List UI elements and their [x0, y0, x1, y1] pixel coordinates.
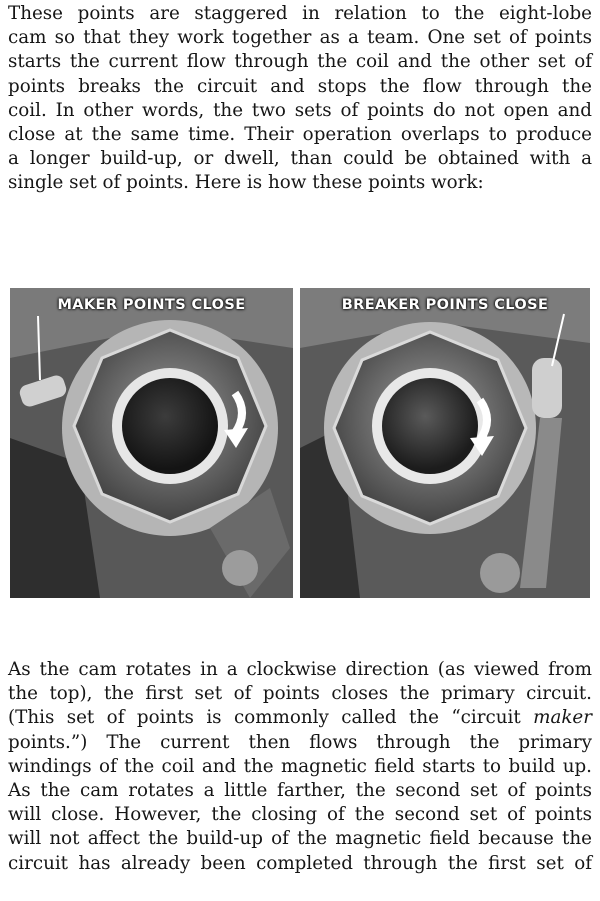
photo-caption: BREAKER POINTS CLOSE — [341, 297, 549, 313]
text-line: coil. In other words, the two sets of points do not open and — [8, 99, 592, 121]
text-line: will close. However, the closing of the second set of points — [8, 804, 592, 826]
text-line: will not affect the build-up of the magnetic field because the — [8, 828, 592, 850]
text-segment: (This set of points is commonly called the “circuit — [8, 707, 534, 729]
text-line: cam so that they work together as a team. One set of points — [8, 27, 592, 49]
breaker-points-photo — [300, 288, 590, 598]
text-line: As the cam rotates in a clockwise direction (as viewed from — [8, 659, 592, 680]
text-line: circuit has already been completed through the first set of — [8, 852, 592, 874]
text-line: windings of the coil and the magnetic field starts to build up. — [8, 755, 592, 777]
distributor-cam-illustration — [10, 288, 293, 598]
text-line: points.”) The current then flows through the primary — [8, 731, 592, 753]
text-line: These points are staggered in relation to the eight-lobe — [8, 3, 592, 24]
paragraph-operation — [8, 658, 592, 876]
maker-points-photo — [10, 288, 293, 598]
italic-word: maker — [533, 707, 592, 729]
text-line: single set of points. Here is how these points work: — [8, 172, 484, 194]
text-line: starts the current flow through the coil and the other set of — [8, 51, 592, 73]
distributor-cam-illustration — [300, 288, 590, 598]
text-line — [8, 706, 592, 730]
text-line: the top), the first set of points closes the primary circuit. — [8, 683, 592, 705]
paragraph-intro — [8, 2, 592, 196]
text-line: a longer build-up, or dwell, than could be obtained with a — [8, 148, 592, 170]
text-line: close at the same time. Their operation overlaps to produce — [8, 124, 592, 146]
photo-caption: MAKER POINTS CLOSE — [57, 297, 246, 313]
text-line: points breaks the circuit and stops the flow through the — [8, 75, 592, 97]
text-line: As the cam rotates a little farther, the second set of points — [8, 780, 592, 802]
